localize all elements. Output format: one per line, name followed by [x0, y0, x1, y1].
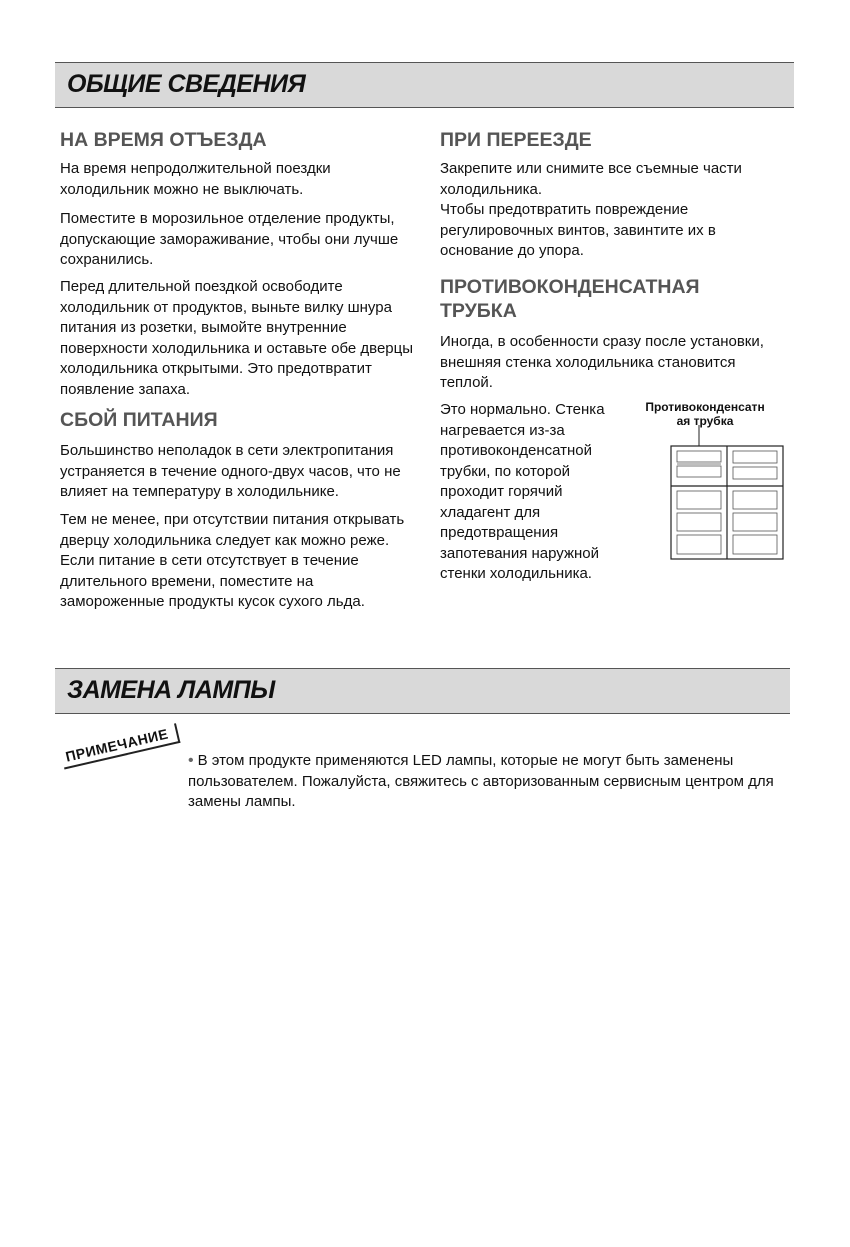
vacation-paragraph-3: Перед длительной поездкой освободите холодильник от продуктов, выньте вилку шнура питания из розетки, вымойте внутренние поверхности холодильника и оставьте обе дверцы холодильника открытыми. Это предотвратит появление запаха. [60, 278, 414, 398]
section-title-lamp: ЗАМЕНА ЛАМПЫ [67, 676, 275, 704]
vacation-paragraph-1: На время непродолжительной поездки холодильник можно не выключать. [60, 160, 331, 198]
section-banner-general [55, 62, 794, 108]
power-paragraph-2: Тем не менее, при отсутствии питания открывать дверцу холодильника следует как можно реже. Если питание в сети отсутствует в течение длительного времени, поместите на замороженные продукты кусок сухого льда. [60, 511, 405, 610]
heading-moving: ПРИ ПЕРЕЕЗДЕ [440, 129, 592, 151]
note-text: В этом продукте применяются LED лампы, которые не могут быть заменены пользователем. Пожалуйста, свяжитесь с авторизованным сервисным центром для замены лампы. [188, 752, 774, 810]
heading-pipe-line1: ПРОТИВОКОНДЕНСАТНАЯ [440, 276, 700, 298]
note-bullet: • [188, 752, 194, 769]
section-title-general: ОБЩИЕ СВЕДЕНИЯ [67, 70, 306, 98]
pipe-caption-line1: Противоконденсатн [645, 400, 765, 414]
section-banner-lamp [55, 668, 790, 714]
pipe-caption [630, 400, 780, 428]
pipe-caption-line2: ая трубка [676, 414, 734, 428]
heading-pipe-line2: ТРУБКА [440, 300, 517, 322]
moving-paragraph-2: Чтобы предотвратить повреждение регулировочных винтов, завинтите их в основание до упора. [440, 201, 716, 259]
moving-paragraph-1: Закрепите или снимите все съемные части холодильника. [440, 160, 742, 198]
note-label: ПРИМЕЧАНИЕ [60, 723, 180, 769]
pipe-paragraph-2: Это нормально. Стенка нагревается из-за противоконденсатной трубки, по которой проходит горячий хладагент для предотвращения запотевания наружной стенки холодильника. [440, 401, 605, 582]
fridge-diagram [668, 425, 788, 565]
heading-vacation: НА ВРЕМЯ ОТЪЕЗДА [60, 129, 267, 151]
vacation-paragraph-2: Поместите в морозильное отделение продукты, допускающие замораживание, чтобы они лучше сохранились. [60, 210, 399, 268]
power-paragraph-1: Большинство неполадок в сети электропитания устраняется в течение одного-двух часов, что не влияет на температуру в холодильнике. [60, 442, 401, 500]
pipe-paragraph-1: Иногда, в особенности сразу после установки, внешняя стенка холодильника становится теплой. [440, 333, 764, 391]
note-block [188, 751, 793, 813]
heading-power-failure: СБОЙ ПИТАНИЯ [60, 409, 218, 431]
